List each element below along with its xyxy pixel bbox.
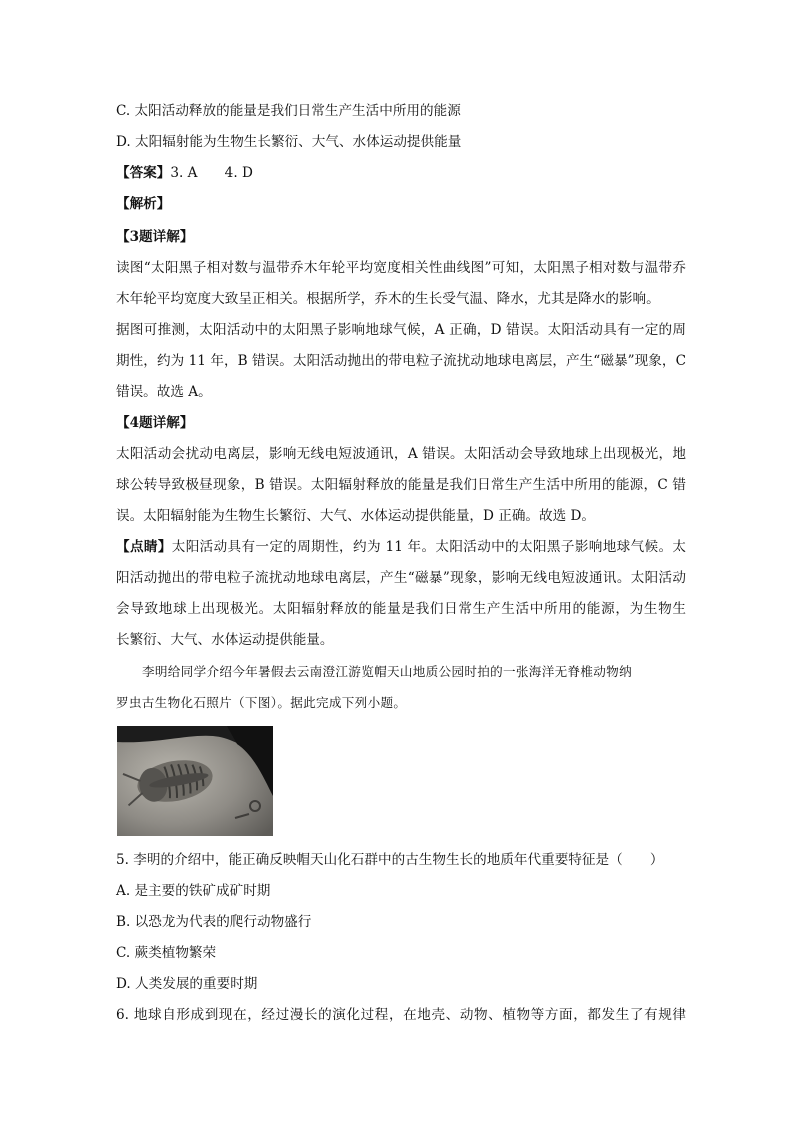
question-5-option-a: A. 是主要的铁矿成矿时期 <box>116 883 271 899</box>
question-5-option-d: D. 人类发展的重要时期 <box>116 976 258 992</box>
tip-text: 太阳活动具有一定的周期性，约为 11 年。太阳活动中的太阳黑子影响地球气候。太 <box>171 539 686 555</box>
question-6: 6. 地球自形成到现在，经过漫长的演化过程，在地壳、动物、植物等方面，都发生了有规律 <box>116 1007 686 1023</box>
tip-line <box>116 538 686 556</box>
trilobite-fossil-photo <box>117 726 273 836</box>
tip-text-line: 阳活动抛出的带电粒子流扰动地球电离层，产生“磁暴”现象，影响无线电短波通讯。太阳活动 <box>116 570 686 586</box>
q3-text-line: 木年轮平均宽度大致呈正相关。根据所学，乔木的生长受气温、降水，尤其是降水的影响。 <box>116 291 660 307</box>
answer-tag: 【答案】 <box>116 165 171 181</box>
question-5-option-b: B. 以恐龙为代表的爬行动物盛行 <box>116 914 312 930</box>
tip-text-line: 会导致地球上出现极光。太阳辐射释放的能量是我们日常生产生活中所用的能源，为生物生 <box>116 601 686 617</box>
analysis-heading: 【解析】 <box>116 196 171 212</box>
question-5-option-c: C. 蕨类植物繁荣 <box>116 945 217 961</box>
tip-tag: 【点睛】 <box>116 539 172 555</box>
answer-text: 3. A 4. D <box>170 165 253 181</box>
option-c-prev: C. 太阳活动释放的能量是我们日常生产生活中所用的能源 <box>116 103 461 119</box>
answer-line <box>116 164 686 182</box>
question-5: 5. 李明的介绍中，能正确反映帽天山化石群中的古生物生长的地质年代重要特征是（ ） <box>116 852 664 868</box>
intro-text-line: 李明给同学介绍今年暑假去云南澄江游览帽天山地质公园时拍的一张海洋无脊椎动物纳 <box>142 664 632 679</box>
q3-detail-heading: 【3题详解】 <box>116 229 194 245</box>
q4-text-line: 太阳活动会扰动电离层，影响无线电短波通讯，A 错误。太阳活动会导致地球上出现极光，地 <box>116 446 686 462</box>
option-d-prev: D. 太阳辐射能为生物生长繁衍、大气、水体运动提供能量 <box>116 134 462 150</box>
q3-text-line: 读图“太阳黑子相对数与温带乔木年轮平均宽度相关性曲线图”可知，太阳黑子相对数与温带乔 <box>116 260 686 276</box>
intro-text-line: 罗虫古生物化石照片（下图）。据此完成下列小题。 <box>116 695 407 710</box>
tip-text-line: 长繁衍、大气、水体运动提供能量。 <box>116 632 334 648</box>
q3-text-line: 期性，约为 11 年，B 错误。太阳活动抛出的带电粒子流扰动地球电离层，产生“磁暴”现象，C <box>116 353 686 369</box>
q3-text-line: 错误。故选 A。 <box>116 384 212 400</box>
q4-text-line: 球公转导致极昼现象，B 错误。太阳辐射释放的能量是我们日常生产生活中所用的能源，C 错 <box>116 477 686 493</box>
q3-text-line: 据图可推测，太阳活动中的太阳黑子影响地球气候，A 正确，D 错误。太阳活动具有一定的周 <box>116 322 686 338</box>
q4-detail-heading: 【4题详解】 <box>116 415 194 431</box>
q4-text-line: 误。太阳辐射能为生物生长繁衍、大气、水体运动提供能量，D 正确。故选 D。 <box>116 508 596 524</box>
